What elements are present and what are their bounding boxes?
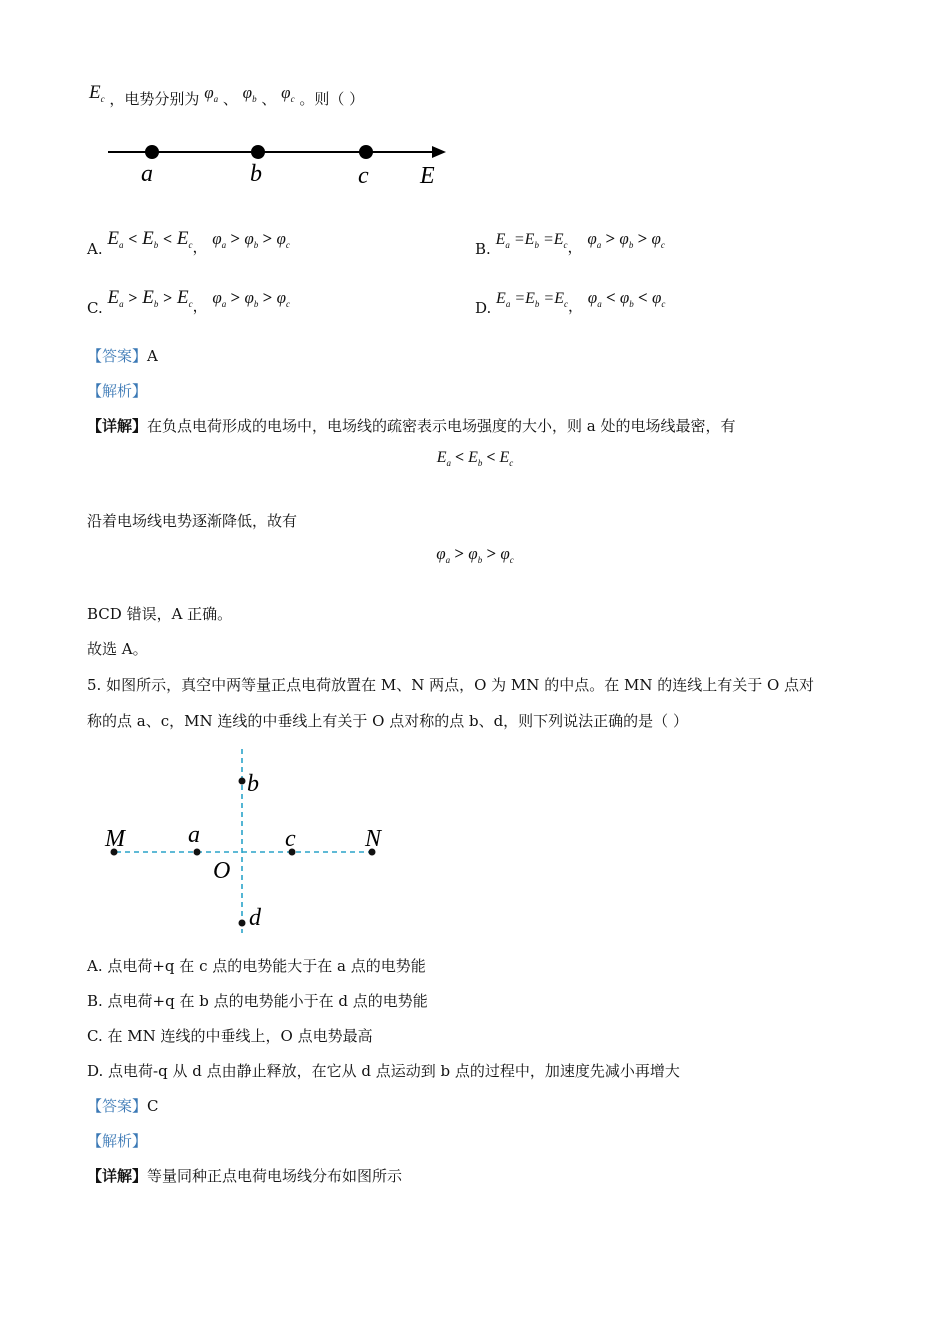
option-a: A. $E_a < E_b < E_c$， $\varphi_a > \varphi_b > \varphi_c$ bbox=[87, 228, 290, 258]
answer-value: C bbox=[147, 1097, 159, 1115]
point-c-dot bbox=[359, 145, 373, 159]
answer-tag: 【答案】 bbox=[87, 347, 148, 365]
point-b bbox=[239, 778, 246, 785]
q4-detail bbox=[87, 415, 736, 436]
detail-tag: 【详解】 bbox=[87, 417, 148, 435]
q4-intro: $E_c$ ，电势分别为 $\varphi_a$ 、 $\varphi_b$ 、 $\varphi_c$ 。则（ ） bbox=[89, 82, 365, 108]
field-line-diagram bbox=[100, 135, 460, 195]
q5-answer bbox=[87, 1095, 159, 1116]
intro-ec-symbol: $E_c$ bbox=[89, 82, 105, 104]
q5-option-c: C. 在 MN 连线的中垂线上，O 点电势最高 bbox=[87, 1027, 373, 1045]
label-E: E bbox=[420, 163, 435, 189]
option-c: C. $E_a > E_b > E_c$， $\varphi_a > \varphi_b > \varphi_c$ bbox=[87, 287, 290, 317]
q5-option-a: A. 点电荷+q 在 c 点的电势能大于在 a 点的电势能 bbox=[87, 957, 426, 975]
label-a: a bbox=[188, 822, 200, 848]
option-d: D. $E_a =E_b =E_c$， $\varphi_a < \varphi_b < \varphi_c$ bbox=[475, 288, 666, 317]
q4-line3: BCD 错误，A 正确。 bbox=[87, 605, 233, 623]
option-c-e: $E_a > E_b > E_c$ bbox=[107, 287, 193, 309]
intro-text: ，电势分别为 bbox=[109, 90, 200, 108]
point-a-dot bbox=[145, 145, 159, 159]
label-O: O bbox=[213, 858, 231, 884]
phi-c: $\varphi_c$ bbox=[281, 83, 295, 104]
point-d bbox=[239, 920, 246, 927]
option-a-phi: $\varphi_a > \varphi_b > \varphi_c$ bbox=[212, 229, 290, 250]
answer-value: A bbox=[147, 347, 158, 365]
equation-e: $E_a < E_b < E_c$ bbox=[436, 449, 514, 468]
option-c-phi: $\varphi_a > \varphi_b > \varphi_c$ bbox=[212, 288, 290, 309]
option-b-phi: $\varphi_a > \varphi_b > \varphi_c$ bbox=[587, 229, 665, 250]
q5-stem-line2: 称的点 a、c，MN 连线的中垂线上有关于 O 点对称的点 b、d，则下列说法正确的是（ ） bbox=[87, 712, 688, 730]
label-c: c bbox=[358, 163, 369, 189]
option-d-phi: $\varphi_a < \varphi_b < \varphi_c$ bbox=[587, 288, 666, 309]
label-a: a bbox=[141, 161, 153, 187]
detail-text: 在负点电荷形成的电场中，电场线的疏密表示电场强度的大小，则 a 处的电场线最密，有 bbox=[147, 417, 736, 435]
phi-b: $\varphi_b$ bbox=[242, 83, 257, 104]
detail-tag: 【详解】 bbox=[87, 1167, 148, 1185]
label-d: d bbox=[249, 905, 261, 931]
label-b: b bbox=[250, 161, 262, 187]
phi-a: $\varphi_a$ bbox=[204, 83, 219, 104]
option-b-e: $E_a =E_b =E_c$ bbox=[495, 231, 568, 250]
point-a bbox=[194, 849, 201, 856]
arrow-head-icon bbox=[432, 146, 446, 158]
label-c: c bbox=[285, 826, 296, 852]
q4-analysis-tag: 【解析】 bbox=[87, 382, 148, 400]
option-a-e: $E_a < E_b < E_c$ bbox=[107, 228, 193, 250]
q4-line4: 故选 A。 bbox=[87, 640, 148, 658]
point-b-dot bbox=[251, 145, 265, 159]
option-d-e: $E_a =E_b =E_c$ bbox=[496, 290, 568, 309]
charges-diagram bbox=[100, 745, 400, 940]
q5-option-b: B. 点电荷+q 在 b 点的电势能小于在 d 点的电势能 bbox=[87, 992, 428, 1010]
label-b: b bbox=[247, 771, 259, 797]
answer-tag: 【答案】 bbox=[87, 1097, 148, 1115]
q4-line2: 沿着电场线电势逐渐降低，故有 bbox=[87, 512, 298, 530]
label-N: N bbox=[365, 826, 382, 852]
option-b: B. $E_a =E_b =E_c$， $\varphi_a > \varphi_b > \varphi_c$ bbox=[475, 229, 665, 258]
q5-analysis-tag: 【解析】 bbox=[87, 1132, 148, 1150]
q5-detail bbox=[87, 1165, 402, 1186]
detail-text: 等量同种正点电荷电场线分布如图所示 bbox=[147, 1167, 403, 1185]
q5-option-d: D. 点电荷-q 从 d 点由静止释放，在它从 d 点运动到 b 点的过程中，加速度先减小再增大 bbox=[87, 1062, 680, 1080]
equation-phi: $\varphi_a > \varphi_b > \varphi_c$ bbox=[436, 544, 514, 565]
label-M: M bbox=[105, 826, 125, 852]
q5-stem-line1: 5. 如图所示，真空中两等量正点电荷放置在 M、N 两点，O 为 MN 的中点。在 MN 的连线上有关于 O 点对 bbox=[87, 676, 815, 694]
q4-answer bbox=[87, 345, 158, 366]
